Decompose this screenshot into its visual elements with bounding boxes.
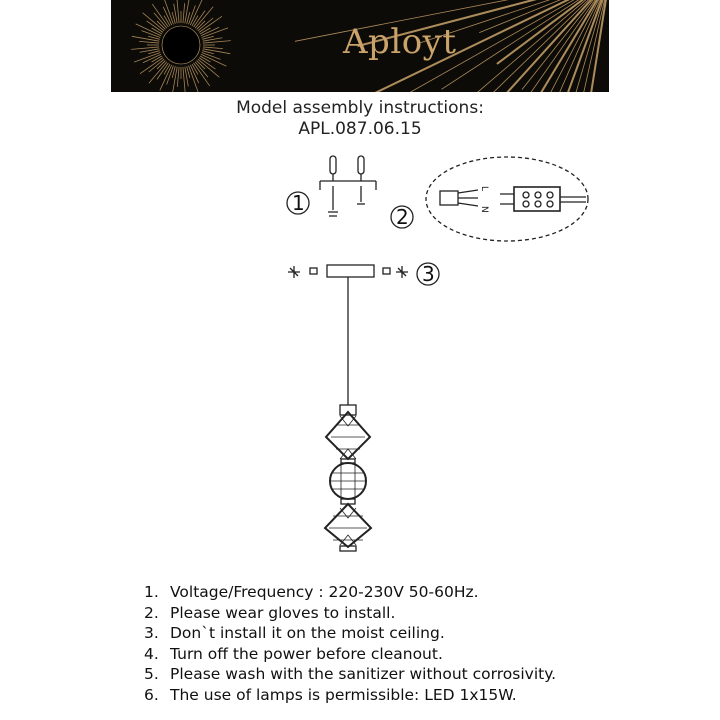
step-number-2: 2 [396,205,409,229]
brand-banner [111,0,609,92]
screw-icon [288,266,408,278]
instructions-list [144,582,556,706]
step-number-3: 3 [422,262,435,286]
model-number: APL.087.06.15 [298,119,422,139]
page-title: Model assembly instructions: [236,98,484,118]
list-item: 4. Turn off the power before cleanout. [144,644,443,663]
list-item: 5. Please wash with the sanitizer without corrosivity. [144,665,557,684]
wire-label-n: N [479,206,489,213]
mounting-bracket-icon [320,156,376,216]
list-item: 2. Please wear gloves to install. [144,603,396,622]
wire-connector-icon [426,157,588,241]
pendant-lamp-icon [325,277,371,551]
canopy [327,265,374,277]
list-item: 6. The use of lamps is permissible: LED 1x15W. [144,685,517,704]
step-number-1: 1 [292,191,305,215]
wire-label-l: L [479,186,489,192]
assembly-diagram [0,140,720,570]
list-item: 3. Don`t install it on the moist ceiling. [144,624,445,643]
brand-logo: Aployt [343,22,457,62]
list-item: 1. Voltage/Frequency : 220-230V 50-60Hz. [144,583,479,601]
